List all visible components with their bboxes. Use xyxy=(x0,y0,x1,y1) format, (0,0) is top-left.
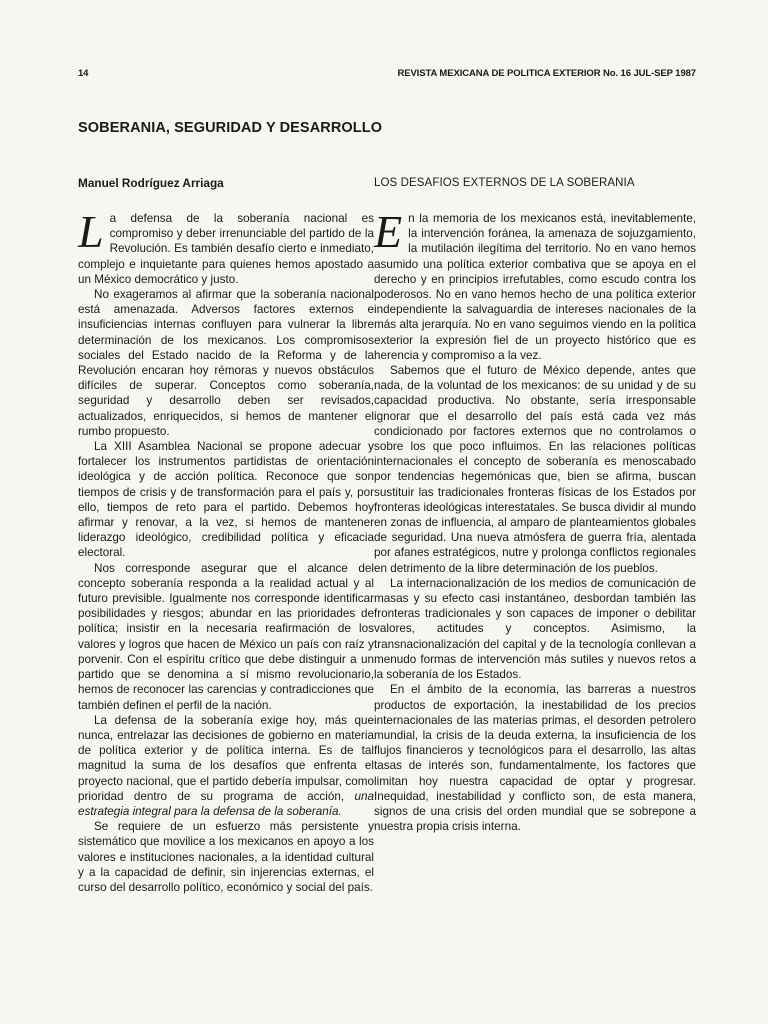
paragraph xyxy=(374,206,696,363)
running-header xyxy=(78,68,696,82)
section-heading: LOS DESAFIOS EXTERNOS DE LA SOBERANIA xyxy=(374,177,635,189)
right-column xyxy=(374,176,696,834)
drop-cap: E xyxy=(374,206,403,257)
paragraph-text: n la memoria de los mexicanos está, inevitablemente, la intervención foránea, la amenaza de sojuzgamiento, la mutilación ilegítima del territorio. No en vano hemos asumido una política exterior combativa que se apoya en el derecho y en principios irrefutables, como escudo contra los poderosos. No en vano hemos hecho de una política exterior independiente la salvaguardia de intereses nacionales de la más alta jerarquía. No en vano seguimos viendo en la política exterior la expresión fiel de un proyecto histórico que es herencia y compromiso a la vez. xyxy=(374,212,696,362)
paragraph: Nos corresponde asegurar que el alcance del concepto soberanía responda a la realidad actual y al futuro previsible. Igualmente nos corresponde identificar posibilidades y riesgos; abundar en las prioridades de política; insistir en la necesaria reafirmación de los valores y logros que hacen de México un país con raíz y porvenir. Con el espíritu crítico que debe distinguir a un partido que se denomina a sí mismo revolucionario, hemos de reconocer las carencias y contradicciones que también definen el perfil de la nación. xyxy=(78,561,374,712)
paragraph: La XIII Asamblea Nacional se propone adecuar y fortalecer los instrumentos partidistas de orientación ideológica y de acción política. Reconoce que son tiempos de crisis y de transformación para el país y, por ello, tiempos de reto para el partido. Debemos hoy afirmar y renovar, a la vez, si hemos de mantener liderazgo ideológico, credibilidad política y eficacia electoral. xyxy=(78,440,374,560)
paragraph xyxy=(78,206,374,287)
article-title: SOBERANIA, SEGURIDAD Y DESARROLLO xyxy=(78,120,383,136)
drop-cap: L xyxy=(78,206,104,257)
paragraph: Se requiere de un esfuerzo más persistente y sistemático que movilice a los mexicanos en apoyo a los valores e instituciones nacionales, a la identidad cultural y a la capacidad de definir, sin injerencias externas, el curso del desarrollo político, económico y social del país. xyxy=(78,820,374,894)
paragraph: Sabemos que el futuro de México depende, antes que nada, de la voluntad de los mexicanos: de su unidad y de su capacidad productiva. No obstante, sería irresponsable ignorar que el desarrollo del país está cada vez más condicionado por factores externos que no controlamos o sobre los que poco influimos. En las relaciones políticas internacionales el concepto de soberanía es menoscabado por tendencias hegemónicas que, bien se afirma, buscan sustituir las tradicionales fronteras físicas de los Estados por fronteras ideológicas interestatales. Se busca dividir al mundo en zonas de influencia, al amparo de planteamientos globales de seguridad. Una nueva atmósfera de guerra fría, alentada por afanes estratégicos, nutre y prolonga conflictos regionales en detrimento de la libre determinación de los pueblos. xyxy=(374,364,696,575)
paragraph: La internacionalización de los medios de comunicación de masas y su efecto casi instantáneo, desbordan también las fronteras tradicionales y son capaces de imponer o debilitar valores, actitudes y conceptos. Asimismo, la transnacionalización del capital y de la tecnología conllevan a menudo formas de intervención más sutiles y nuevos retos a la soberanía de los Estados. xyxy=(374,576,696,682)
paragraph-text: a defensa de la soberanía nacional es compromiso y deber irrenunciable del partido de la Revolución. Es también desafío cierto e inmediato, complejo e inquietante para quienes hemos apostado a un México democrático y justo. xyxy=(78,212,374,286)
paragraph xyxy=(78,713,374,819)
left-column xyxy=(78,176,374,895)
page-number: 14 xyxy=(78,68,89,79)
journal-title: REVISTA MEXICANA DE POLITICA EXTERIOR No. 16 JUL-SEP 1987 xyxy=(397,68,696,79)
author-name: Manuel Rodríguez Arriaga xyxy=(78,176,224,190)
paragraph: En el ámbito de la economía, las barreras a nuestros productos de exportación, la inestabilidad de los precios internacionales de las materias primas, el desorden petrolero mundial, la crisis de la deuda externa, la insuficiencia de los flujos financieros y tecnológicos para el desarrollo, las altas tasas de interés son, fundamentalmente, los factores que limitan hoy nuestra capacidad de optar y progresar. Inequidad, inestabilidad y conflicto son, de esta manera, signos de una crisis del orden mundial que se sobrepone a nuestra propia crisis interna. xyxy=(374,683,696,834)
paragraph: No exageramos al afirmar que la soberanía nacional está amenazada. Adversos factores externos e insuficiencias internas confluyen para vulnerar la libre determinación de los mexicanos. Los compromisos sociales del Estado nacido de la Reforma y de la Revolución encaran hoy rémoras y nuevos obstáculos difíciles de superar. Conceptos como soberanía, seguridad y desarrollo deben ser revisados, actualizados, enriquecidos, si hemos de mantener el rumbo propuesto. xyxy=(78,288,374,438)
emphasis-text: una estrategia integral para la defensa de la soberanía. xyxy=(78,789,374,818)
paragraph-text: La defensa de la soberanía exige hoy, más que nunca, entrelazar las decisiones de gobierno en materia de política exterior y de política interna. Es de tal magnitud la suma de los desafíos que enfrenta el proyecto nacional, que el partido debería impulsar, como prioridad dentro de su programa de acción, xyxy=(78,713,374,803)
